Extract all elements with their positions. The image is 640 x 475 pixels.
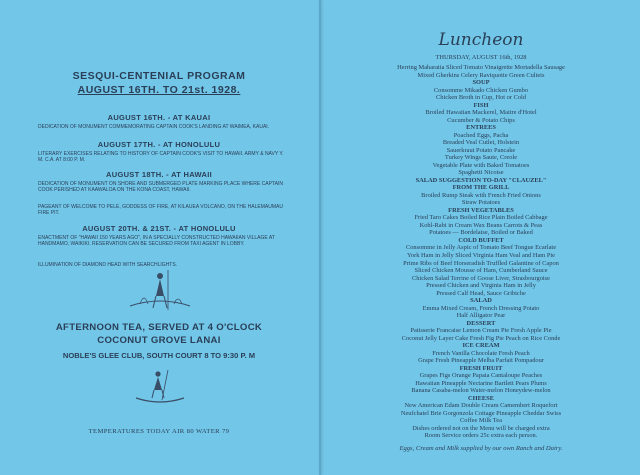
menu-section-heading: ENTREES — [466, 124, 496, 132]
menu-line: York Ham in Jelly Sliced Virginia Ham Veal and Ham Pie — [406, 252, 556, 259]
menu-line: Sliced Chicken Mousse of Ham, Cumberland Sauce — [414, 267, 548, 275]
menu-date: THURSDAY, AUGUST 16th, 1928 — [435, 54, 527, 61]
event-text-3: DEDICATION OF MONUMENT ON SHORE AND SUBMERGED PLATE MARKING PLACE WHERE CAPTAIN COOK PERISHED AT KAAWALOA ON THE KONA COAST, HAWAII. — [38, 181, 283, 194]
event-head-2: AUGUST 17TH. - AT HONOLULU — [97, 140, 221, 149]
program-title: SESQUI-CENTENIAL PROGRAM — [72, 70, 246, 82]
hawaiian-figure-illustration — [120, 266, 200, 314]
menu-line: Pressed Chicken and Virginia Ham in Jelly — [426, 282, 536, 290]
menu-line: Grapes Figs Orange Papaia Cantaloupe Peaches — [419, 372, 543, 380]
menu-line: Hawaiian Pineapple Nectarine Bartlett Pears Plums — [415, 379, 547, 387]
menu-line: Broiled Hawaiian Mackerel, Maitre d'Hotel — [425, 109, 537, 117]
menu-line: Sauerkraut Potato Pancake — [446, 146, 516, 154]
event-text-6: ILLUMINATION OF DIAMOND HEAD WITH SEARCHLIGHTS. — [38, 262, 178, 268]
menu-section-heading: FRESH FRUIT — [459, 364, 503, 372]
menu-line: Mixed Gherkins Celery Raviquotte Green Culteis — [417, 71, 545, 79]
menu-line: Banana Casaba-melon Water-melon Honeydew-melon — [411, 387, 551, 395]
menu-line: Fried Taro Cakes Boiled Rice Plain Boiled Cabbage — [414, 214, 548, 222]
menu-line: Consomme Mikado Chicken Gumbo — [433, 86, 529, 94]
menu-line: Coconut Jelly Layer Cake Fresh Fig Pie Peach on Rice Conde — [401, 334, 561, 342]
luncheon-title: Luncheon — [438, 30, 524, 50]
menu-line: Cucumber & Potato Chips — [447, 116, 515, 124]
menu-section-heading: FRESH VEGETABLES — [448, 206, 514, 214]
program-page — [0, 0, 318, 475]
menu-line: Herring Maharatia Sliced Tomato Vinaigrette Mortadella Sausage — [397, 64, 565, 71]
coconut-grove-line: COCONUT GROVE LANAI — [97, 335, 221, 346]
event-text-4: PAGEANT OF WELCOME TO PELE, GODDESS OF FIRE, AT KILAUEA VOLCANO, ON THE HALEMAUMAU FIRE PIT. — [38, 204, 283, 217]
menu-line: Poached Eggs, Pacha — [453, 131, 509, 139]
menu-section-heading: COLD BUFFET — [458, 236, 504, 244]
menu-footer: Eggs, Cream and Milk supplied by our own Ranch and Dairy. — [399, 445, 563, 452]
menu-section-heading: FISH — [473, 101, 489, 109]
menu-line: Room Service orders 25c extra each person. — [424, 432, 538, 440]
menu-line: Consomme in Jelly Aspic of Tomato Beef Tongue Ecarlate — [405, 244, 557, 252]
luncheon-page — [322, 0, 640, 475]
menu-line: Pressed Calf Head, Sauce Gribiche — [436, 289, 526, 297]
menu-line: Potatoes — Bordelaise, Boiled or Baked — [429, 229, 533, 237]
menu-line: Chicken Salad Terrine of Goose Liver, Strasbourgoise — [411, 274, 551, 282]
menu-section-heading: SALAD SUGGESTION TO-DAY "CLAUZEL" — [415, 176, 547, 184]
menu-line: Turkey Wings Saute, Creole — [444, 154, 518, 162]
event-head-5: AUGUST 20TH. & 21ST. - AT HONOLULU — [82, 224, 236, 233]
menu-line: Half Alligator Pear — [456, 312, 506, 320]
fold-line — [319, 0, 321, 475]
menu-line: Kohl-Rabi in Cream Wax Beans Carrots & Peas — [419, 221, 543, 229]
menu-line: French Vanilla Chocolate Fresh Peach — [432, 349, 530, 357]
event-text-5: ENACTMENT OF "HAWAII 150 YEARS AGO", IN A SPECIALLY CONSTRUCTED HAWAIIAN VILLAGE AT HANDMAMO, WAIKIKI. RESERVATION CAN BE SECURED FROM TAXI AGENT IN LOBBY. — [38, 235, 275, 248]
glee-club-line: NOBLE'S GLEE CLUB, SOUTH COURT 8 TO 9:30 P. M — [62, 351, 256, 360]
program-dates: AUGUST 16TH. TO 21st. 1928. — [77, 84, 241, 96]
menu-section-heading: CHEESE — [468, 394, 494, 402]
canoe-figure-illustration — [130, 364, 190, 408]
menu-line: Vegetable Plate with Baked Tomatoes — [432, 161, 530, 169]
menu-line: Dishes ordered not on the Menu will be charged extra — [412, 424, 550, 432]
event-head-1: AUGUST 16TH. - AT KAUAI — [107, 113, 211, 122]
menu-section-heading: ICE CREAM — [462, 342, 500, 350]
event-text-2: LITERARY EXERCISES RELATING TO HISTORY OF CAPTAIN COOK'S VISIT TO HAWAII. ARMY & NAVY Y. M. C.A. AT 8:00 P. M. — [38, 151, 284, 164]
event-head-3: AUGUST 18TH. - AT HAWAII — [106, 170, 212, 179]
menu-line: New American Edam Double Cream Camembert Roquefort — [404, 402, 558, 410]
menu-line: Emma Mixed Cream, French Dressing Potato — [422, 304, 540, 312]
menu-line: Coffee Milk Tea — [460, 417, 502, 425]
menu-section-heading: SALAD — [470, 297, 492, 305]
menu-section-heading: SOUP — [472, 79, 490, 87]
menu-line: Prime Ribs of Beef Horseradish Truffled Galantine of Capon — [403, 259, 559, 267]
afternoon-tea-line: AFTERNOON TEA, SERVED AT 4 O'CLOCK — [55, 322, 263, 333]
menu-line: Spaghetti Nicoise — [458, 169, 504, 177]
temperature-line: TEMPERATURES TODAY AIR 80 WATER 79 — [88, 428, 230, 435]
menu-line: Broiled Rump Steak with French Fried Onions — [421, 191, 541, 199]
menu-line: Chicken Broth in Cup, Hot or Cold — [436, 94, 526, 102]
menu-line: Grape Fresh Pineapple Melba Parfait Pompadour — [418, 357, 544, 365]
menu-section-heading: DESSERT — [466, 319, 496, 327]
menu-line: Breaded Veal Cutlet, Holstein — [442, 139, 520, 147]
menu-line: Patisserie Francaise Lemon Cream Pie Fresh Apple Pie — [410, 327, 552, 335]
event-text-1: DEDICATION OF MONUMENT COMMEMORATING CAPTAIN COOK'S LANDING AT WAIMEA, KAUAI. — [38, 124, 270, 130]
menu-line: Neufchatel Brie Gorgonzola Cottage Pineapple Cheddar Swiss — [400, 409, 562, 417]
menu-section-heading: FROM THE GRILL — [452, 184, 510, 192]
menu-line: Straw Potatoes — [461, 199, 501, 207]
